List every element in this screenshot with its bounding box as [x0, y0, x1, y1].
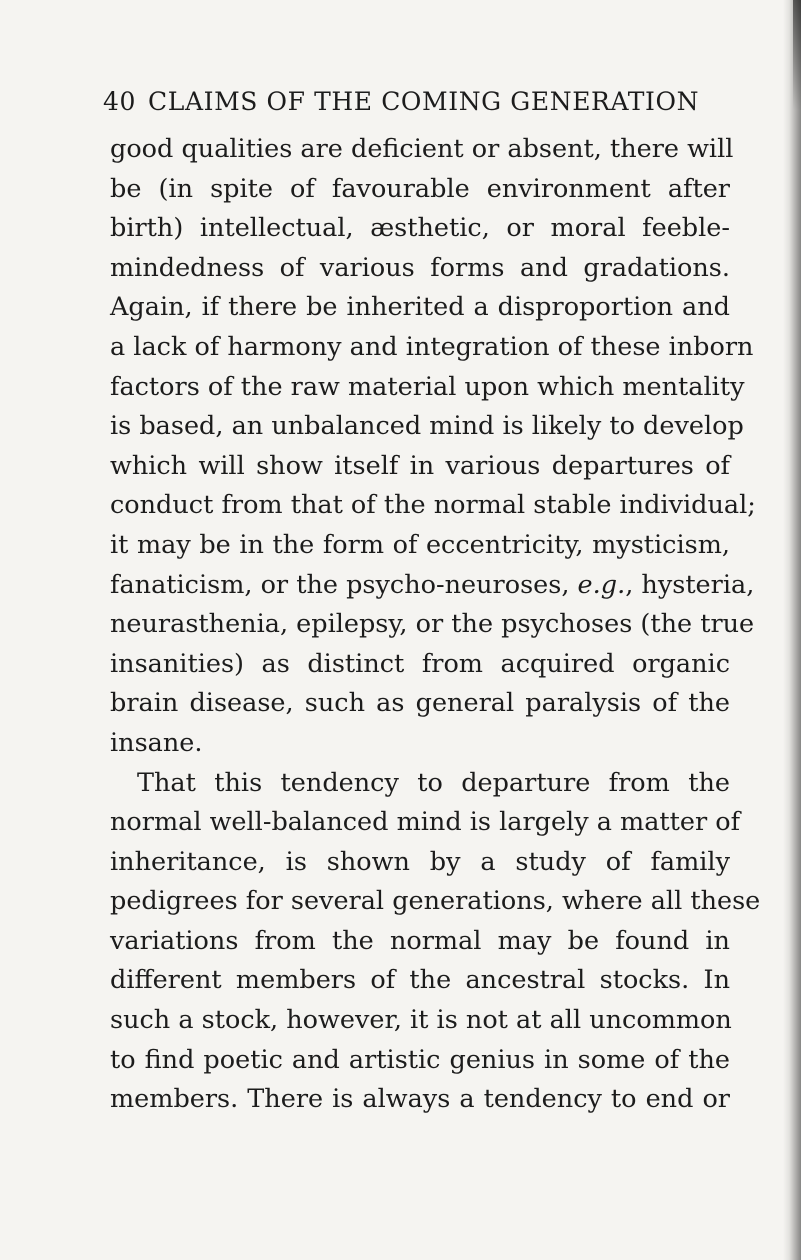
text-line: normal well-balanced mind is largely a matter of — [110, 807, 741, 838]
text-line: is based, an unbalanced mind is likely to develop — [110, 411, 744, 442]
text-line: which will show itself in various departures of — [110, 450, 730, 481]
text-line: factors of the raw material upon which mentality — [110, 371, 745, 402]
text-line: such a stock, however, it is not at all uncommon — [110, 1005, 732, 1036]
text-fragment: , hysteria, — [625, 569, 755, 600]
page-number: 40 — [103, 87, 137, 116]
page-edge-shadow — [783, 0, 801, 1260]
text-line: brain disease, such as general paralysis of the — [110, 688, 730, 719]
text-line: different members of the ancestral stocks. In — [110, 965, 730, 996]
text-line: be (in spite of favourable environment after — [110, 173, 730, 204]
text-line: neurasthenia, epilepsy, or the psychoses (the true — [110, 609, 755, 640]
running-head — [103, 82, 723, 122]
text-line: insane. — [110, 727, 203, 758]
text-line: variations from the normal may be found in — [110, 925, 730, 956]
text-line: mindedness of various forms and gradations. — [110, 252, 730, 283]
text-line: it may be in the form of eccentricity, mysticism, — [110, 529, 730, 560]
text-line: conduct from that of the normal stable individual; — [110, 490, 756, 521]
italic-abbreviation: e.g. — [577, 569, 626, 600]
text-line: a lack of harmony and integration of these inborn — [110, 331, 754, 362]
text-line: birth) intellectual, æsthetic, or moral feeble- — [110, 213, 730, 244]
text-line: good qualities are deficient or absent, there will — [110, 134, 734, 164]
running-title: CLAIMS OF THE COMING GENERATION — [148, 87, 700, 116]
page-edge-top-shadow — [793, 0, 801, 110]
text-fragment: fanaticism, or the psycho-neuroses, — [110, 569, 578, 600]
text-line — [110, 566, 755, 606]
text-line: That this tendency to departure from the — [137, 767, 730, 798]
text-line: insanities) as distinct from acquired organic — [110, 648, 730, 679]
text-line: members. There is always a tendency to end or — [110, 1084, 730, 1115]
text-line: Again, if there be inherited a disproportion and — [110, 292, 730, 323]
text-line: inheritance, is shown by a study of family — [110, 846, 730, 877]
text-line: pedigrees for several generations, where all these — [110, 886, 761, 917]
text-line: to find poetic and artistic genius in some of the — [110, 1044, 730, 1075]
body-text — [110, 130, 761, 1120]
